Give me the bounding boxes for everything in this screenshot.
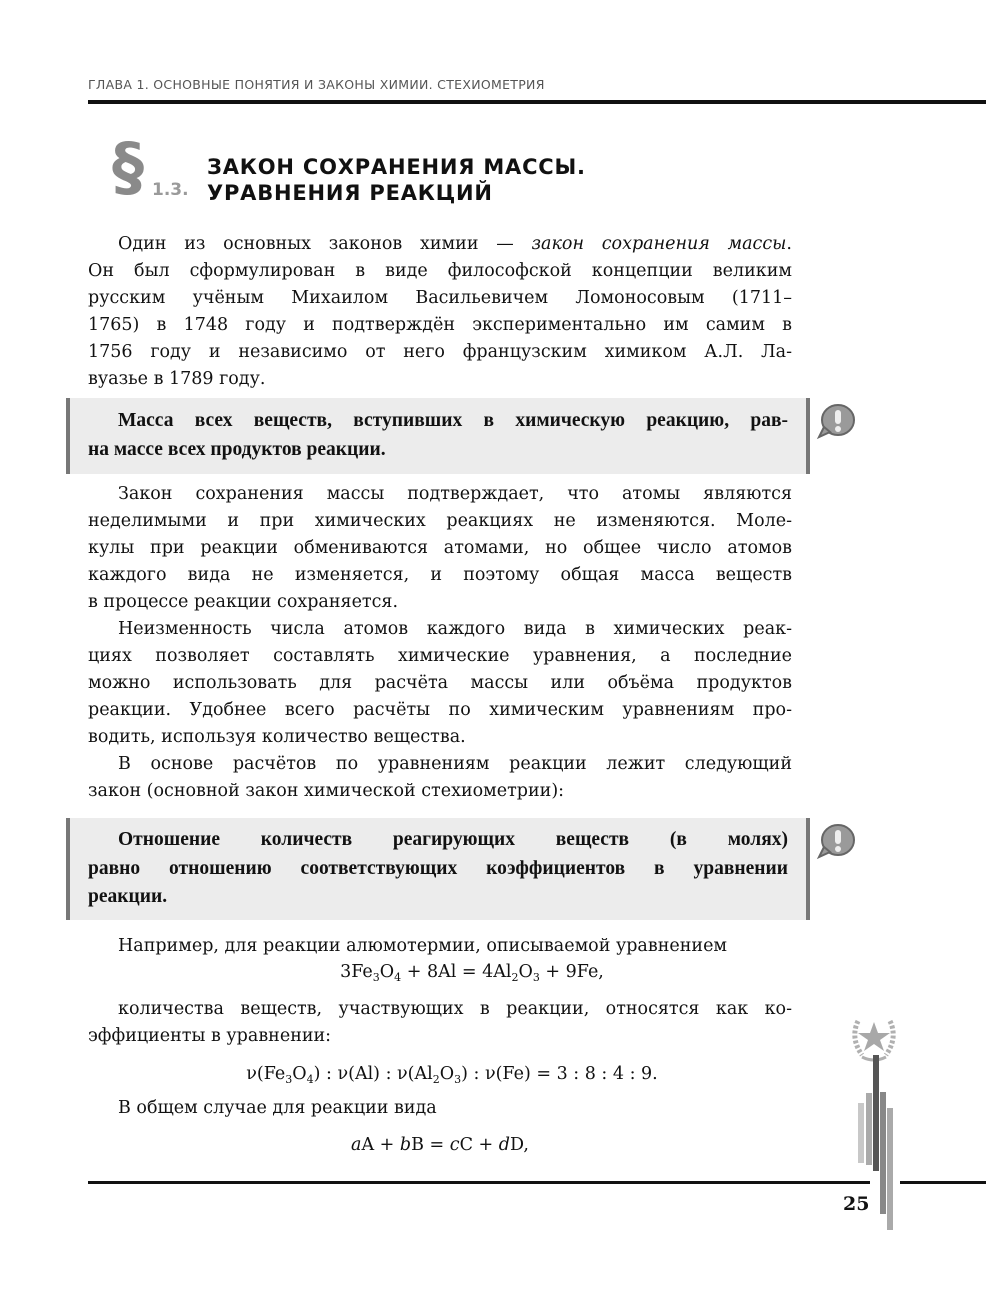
rule-text (88, 407, 788, 464)
paragraph-quantities (88, 996, 792, 1050)
text-line: на массе всех продуктов реакции. (88, 438, 386, 460)
text-line: В общем случае для реакции вида (118, 1098, 437, 1118)
section-title (207, 154, 586, 206)
paragraph-equations (88, 616, 792, 751)
page-number: 25 (843, 1193, 870, 1215)
text-line: Один из основных законов химии — закон сохранения массы. (118, 234, 792, 254)
rule-box-stoichiometry (66, 818, 810, 920)
decor-bar (880, 1092, 886, 1214)
text-line: можно использовать для расчёта массы или объёма продуктов (88, 673, 792, 693)
formula-general: aA + bB = cC + dD, (351, 1135, 529, 1155)
text-line: неделимыми и при химических реакциях не изменяются. Моле- (88, 511, 792, 531)
header-rule (88, 100, 986, 104)
footer-rule (88, 1181, 870, 1184)
text-line: Например, для реакции алюмотермии, описываемой уравнением (118, 936, 728, 956)
text-line: в процессе реакции сохраняется. (88, 592, 399, 612)
section-sign: § (112, 131, 144, 205)
text-line: водить, используя количество вещества. (88, 727, 466, 747)
text-line: кулы при реакции обмениваются атомами, но общее число атомов (88, 538, 792, 558)
exclamation-speech-bubble-icon (816, 403, 856, 441)
rule-box-mass-conservation (66, 398, 810, 474)
exclamation-speech-bubble-icon (816, 823, 856, 861)
text-line: каждого вида не изменяется, и поэтому общая масса веществ (88, 565, 792, 585)
text-line: Масса всех веществ, вступивших в химическую реакцию, рав- (118, 410, 788, 431)
text-line: Закон сохранения массы подтверждает, что атомы являются (118, 484, 792, 504)
paragraph-stoichiometry (88, 751, 792, 805)
decor-bar (866, 1093, 872, 1165)
text-line: равно отношению соответствующих коэффициентов в уравнении (88, 857, 788, 879)
text-line: Отношение количеств реагирующих веществ (в молях) (118, 829, 788, 850)
text-line: реакции. (88, 886, 168, 907)
text-line: эффициенты в уравнении: (88, 1026, 332, 1046)
text-line: 1756 году и независимо от него французским химиком А.Л. Ла- (88, 342, 792, 362)
text-line: Он был сформулирован в виде философской концепции великим (88, 261, 792, 281)
text-line: русским учёным Михаилом Васильевичем Ломоносовым (1711– (88, 288, 792, 308)
text-line: вуазье в 1789 году. (88, 369, 266, 389)
text-line: В основе расчётов по уравнениям реакции лежит следующий (118, 754, 792, 774)
paragraph-atoms (88, 481, 792, 616)
paragraph-example (88, 933, 792, 960)
decor-bar (858, 1103, 864, 1163)
footer-rule (900, 1181, 986, 1184)
text-line: Неизменность числа атомов каждого вида в химических реак- (118, 619, 792, 639)
running-head: ГЛАВА 1. ОСНОВНЫЕ ПОНЯТИЯ И ЗАКОНЫ ХИМИИ. СТЕХИОМЕТРИЯ (88, 77, 545, 92)
text-line: 1765) в 1748 году и подтверждён экспериментально им самим в (88, 315, 792, 335)
formula-ratio: $\nu(Fe_3O_4)$ : ν(Al) : $\nu(Al_2O_3)$ : ν(Fe) = 3 : 8 : 4 : 9. (246, 1064, 658, 1086)
text-line: количества веществ, участвующих в реакции, относятся как ко- (118, 999, 792, 1019)
rule-text (88, 826, 788, 912)
decor-bar (887, 1108, 893, 1230)
formula-aluminothermy: $3Fe_3O_4 + 8Al = 4Al_2O_3 + 9Fe$, (340, 962, 604, 984)
paragraph-intro (88, 231, 792, 393)
text-line: реакции. Удобнее всего расчёты по химическим уравнениям про- (88, 700, 792, 720)
text-line: циях позволяет составлять химические уравнения, а последние (88, 646, 792, 666)
text-line: закон (основной закон химической стехиометрии): (88, 781, 565, 801)
section-title-line: ЗАКОН СОХРАНЕНИЯ МАССЫ. (207, 155, 586, 179)
paragraph-general (88, 1095, 792, 1122)
section-title-line: УРАВНЕНИЯ РЕАКЦИЙ (207, 181, 493, 205)
decor-bar (873, 1055, 879, 1171)
section-number: 1.3. (152, 180, 189, 200)
